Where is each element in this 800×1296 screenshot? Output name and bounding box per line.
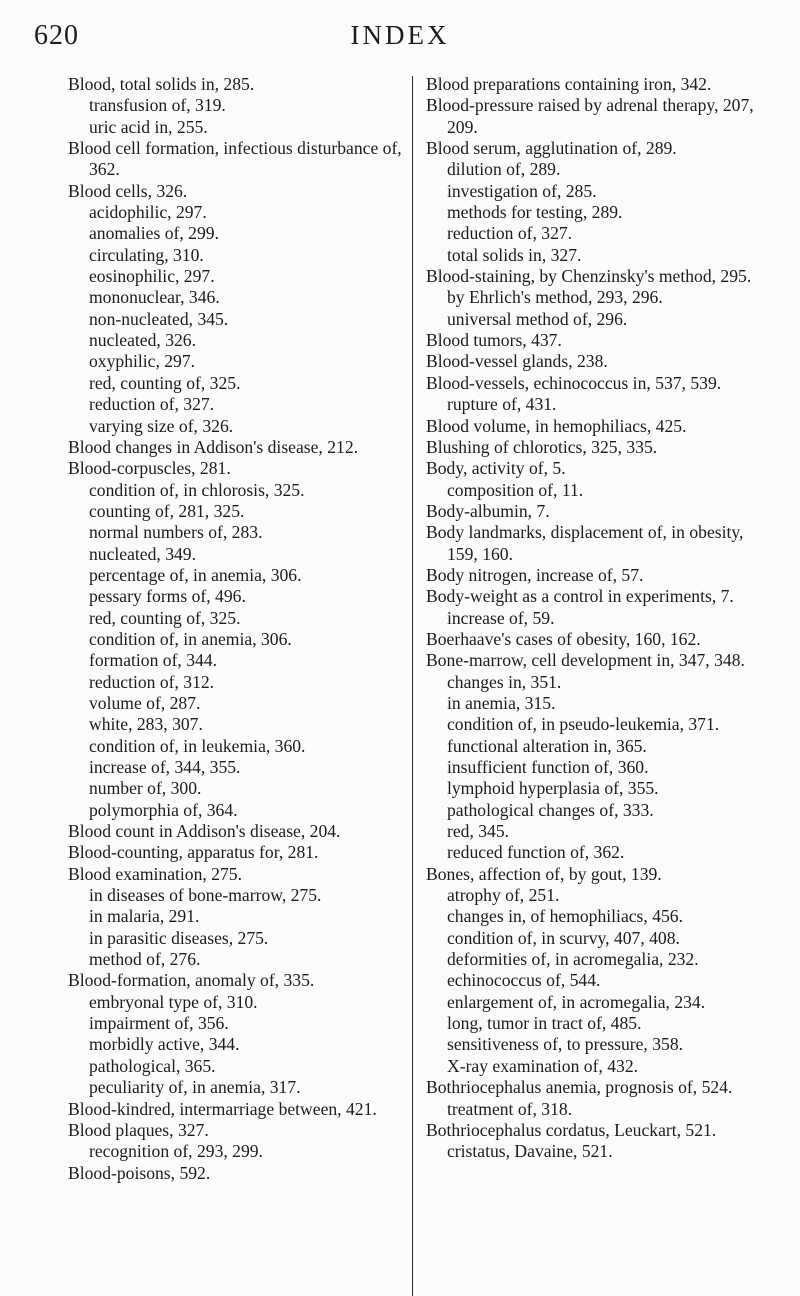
index-subentry: changes in, 351. [447, 671, 562, 692]
index-subentry: impairment of, 356. [89, 1013, 229, 1034]
index-subentry: white, 283, 307. [89, 714, 203, 735]
page-header [0, 20, 800, 60]
index-entry: Blood tumors, 437. [426, 330, 562, 351]
index-subentry: red, counting of, 325. [89, 607, 241, 628]
index-entry: Blood serum, agglutination of, 289. [426, 138, 677, 159]
index-entry: Blood-staining, by Chenzinsky's method, 295. [426, 266, 752, 287]
index-subentry: rupture of, 431. [447, 394, 557, 415]
index-subentry: in diseases of bone-marrow, 275. [89, 885, 322, 906]
index-entry: Blood examination, 275. [68, 863, 242, 884]
index-column-right [426, 74, 776, 1163]
index-entry: Body nitrogen, increase of, 57. [426, 564, 644, 585]
index-entry: Bothriocephalus cordatus, Leuckart, 521. [426, 1119, 717, 1140]
index-subentry: recognition of, 293, 299. [89, 1141, 263, 1162]
index-subentry: long, tumor in tract of, 485. [447, 1013, 642, 1034]
index-subentry: pathological, 365. [89, 1055, 216, 1076]
index-entry: Blood, total solids in, 285. [68, 74, 255, 94]
index-subentry: reduction of, 312. [89, 671, 215, 692]
index-subentry: peculiarity of, in anemia, 317. [89, 1077, 301, 1098]
index-subentry: formation of, 344. [89, 650, 218, 671]
index-subentry: number of, 300. [89, 778, 202, 799]
index-subentry: condition of, in scurvy, 407, 408. [447, 927, 680, 948]
index-subentry: in anemia, 315. [447, 692, 556, 713]
index-entry: Blood-kindred, intermarriage between, 421. [68, 1098, 377, 1119]
index-entry: Blood count in Addison's disease, 204. [68, 821, 341, 842]
index-subentry: counting of, 281, 325. [89, 500, 245, 521]
index-entry: Body, activity of, 5. [426, 458, 566, 479]
index-subentry: reduction of, 327. [89, 394, 215, 415]
index-subentry: increase of, 344, 355. [89, 757, 241, 777]
index-subentry: varying size of, 326. [89, 415, 234, 436]
index-subentry: in parasitic diseases, 275. [89, 927, 269, 948]
index-entry: Blood cells, 326. [68, 180, 188, 201]
index-entry: Bones, affection of, by gout, 139. [426, 863, 662, 884]
index-subentry: atrophy of, 251. [447, 885, 560, 906]
index-entry: Blood plaques, 327. [68, 1119, 209, 1140]
index-subentry: volume of, 287. [89, 692, 201, 713]
index-subentry: nucleated, 349. [89, 543, 196, 564]
index-subentry: condition of, in pseudo-leukemia, 371. [447, 714, 720, 735]
index-subentry: universal method of, 296. [447, 308, 628, 329]
index-entry: Blood preparations containing iron, 342. [426, 74, 712, 94]
index-entry: Blood-counting, apparatus for, 281. [68, 842, 319, 863]
index-entry: Blood volume, in hemophiliacs, 425. [426, 415, 687, 436]
index-subentry: lymphoid hyperplasia of, 355. [447, 778, 659, 799]
index-subentry: acidophilic, 297. [89, 202, 207, 223]
index-entry: Blood-corpuscles, 281. [68, 458, 231, 479]
index-entry: Blood changes in Addison's disease, 212. [68, 436, 359, 457]
index-subentry: reduction of, 327. [447, 223, 573, 244]
index-subentry: red, counting of, 325. [89, 372, 241, 393]
index-subentry: transfusion of, 319. [89, 95, 226, 116]
index-subentry: in malaria, 291. [89, 906, 200, 927]
index-subentry: nucleated, 326. [89, 330, 196, 351]
index-entry: Body landmarks, displacement of, in obesity, 159, 160. [426, 522, 744, 564]
index-subentry: circulating, 310. [89, 244, 204, 265]
index-subentry: mononuclear, 346. [89, 287, 220, 308]
index-subentry: insufficient function of, 360. [447, 757, 649, 777]
index-subentry: cristatus, Davaine, 521. [447, 1141, 613, 1162]
index-subentry: reduced function of, 362. [447, 842, 625, 863]
index-entry: Bothriocephalus anemia, prognosis of, 524. [426, 1077, 733, 1098]
index-subentry: anomalies of, 299. [89, 223, 219, 244]
page-number: 620 [34, 20, 79, 51]
index-subentry: method of, 276. [89, 949, 201, 970]
index-entry: Blushing of chlorotics, 325, 335. [426, 436, 658, 457]
index-subentry: enlargement of, in acromegalia, 234. [447, 991, 706, 1012]
index-subentry: eosinophilic, 297. [89, 266, 215, 287]
index-subentry: non-nucleated, 345. [89, 308, 229, 329]
index-entry: Boerhaave's cases of obesity, 160, 162. [426, 628, 701, 649]
index-subentry: percentage of, in anemia, 306. [89, 564, 302, 585]
index-column-left [68, 74, 408, 1184]
index-subentry: condition of, in chlorosis, 325. [89, 479, 305, 500]
index-entry: Body-albumin, 7. [426, 500, 550, 521]
index-subentry: sensitiveness of, to pressure, 358. [447, 1034, 684, 1055]
index-entry: Blood cell formation, infectious disturbance of, 362. [68, 138, 402, 180]
index-subentry: polymorphia of, 364. [89, 799, 238, 820]
index-subentry: treatment of, 318. [447, 1098, 573, 1119]
index-subentry: pessary forms of, 496. [89, 586, 246, 607]
index-subentry: normal numbers of, 283. [89, 522, 263, 543]
index-entry: Blood-formation, anomaly of, 335. [68, 970, 315, 991]
index-subentry: increase of, 59. [447, 607, 555, 628]
index-entry: Blood-vessel glands, 238. [426, 351, 608, 372]
index-entry: Body-weight as a control in experiments, 7. [426, 586, 734, 607]
index-subentry: embryonal type of, 310. [89, 991, 258, 1012]
index-subentry: dilution of, 289. [447, 159, 561, 180]
index-subentry: X-ray examination of, 432. [447, 1055, 639, 1076]
index-subentry: red, 345. [447, 821, 510, 842]
index-subentry: total solids in, 327. [447, 244, 582, 265]
index-subentry: by Ehrlich's method, 293, 296. [447, 287, 663, 308]
index-subentry: composition of, 11. [447, 479, 584, 500]
index-subentry: echinococcus of, 544. [447, 970, 601, 991]
index-entry: Blood-vessels, echinococcus in, 537, 539. [426, 372, 722, 393]
index-entry: Blood-poisons, 592. [68, 1162, 211, 1183]
index-subentry: condition of, in anemia, 306. [89, 628, 292, 649]
index-subentry: pathological changes of, 333. [447, 799, 654, 820]
index-subentry: oxyphilic, 297. [89, 351, 196, 372]
index-subentry: methods for testing, 289. [447, 202, 623, 223]
index-subentry: uric acid in, 255. [89, 116, 208, 137]
index-subentry: condition of, in leukemia, 360. [89, 735, 306, 756]
index-subentry: functional alteration in, 365. [447, 735, 647, 756]
index-subentry: morbidly active, 344. [89, 1034, 240, 1055]
index-subentry: investigation of, 285. [447, 180, 597, 201]
index-subentry: deformities of, in acromegalia, 232. [447, 949, 699, 970]
index-subentry: changes in, of hemophiliacs, 456. [447, 906, 683, 927]
column-divider [412, 76, 413, 1296]
page-title: INDEX [350, 20, 450, 50]
index-entry: Bone-marrow, cell development in, 347, 348. [426, 650, 745, 671]
index-entry: Blood-pressure raised by adrenal therapy, 207, 209. [426, 95, 754, 137]
